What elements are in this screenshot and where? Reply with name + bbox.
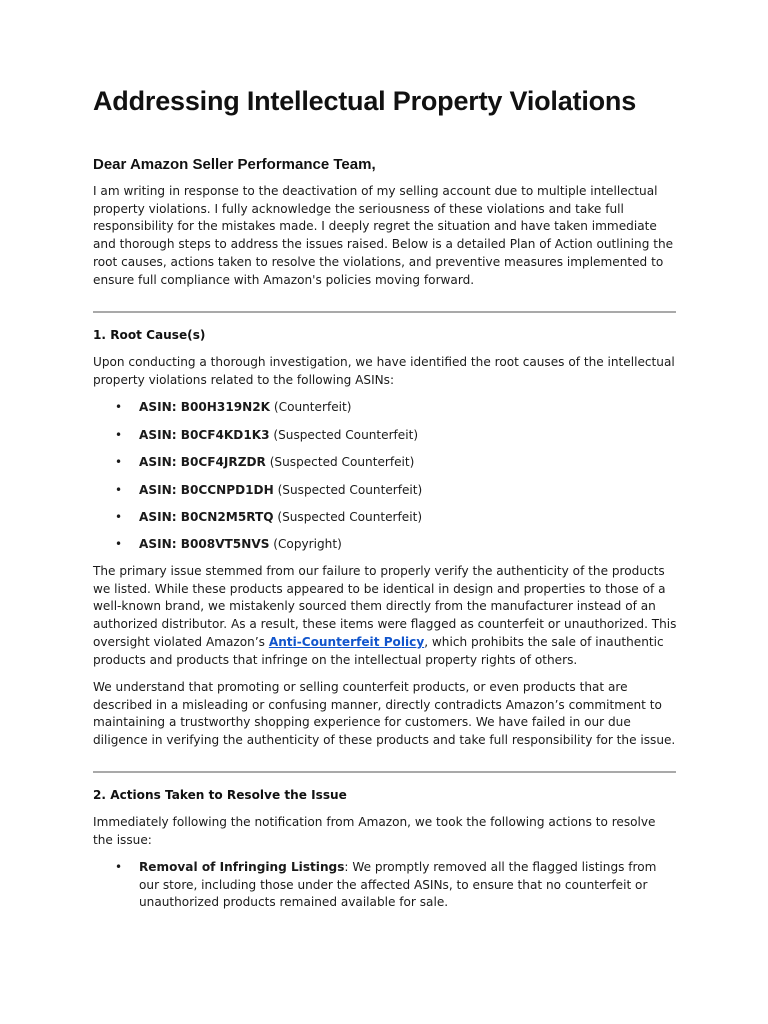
bullet-icon: • [115, 537, 123, 551]
bullet-icon: • [115, 860, 123, 874]
document-title: Addressing Intellectual Property Violations [93, 86, 637, 116]
bullet-icon: • [115, 428, 123, 442]
paragraph-text: , which prohibits the sale of inauthentic products and products that infringe on the intellectual property rights of others. [93, 634, 664, 667]
asin-note: (Suspected Counterfeit) [269, 428, 419, 442]
section-heading-actions: 2. Actions Taken to Resolve the Issue [93, 788, 347, 802]
root-cause-lead: Upon conducting a thorough investigation, we have identified the root causes of the intellectual property violations related to the following ASINs: [93, 355, 675, 387]
intro-paragraph: I am writing in response to the deactivation of my selling account due to multiple intellectual property violations. I fully acknowledge the seriousness of these violations and take full responsibility for the mistakes made. I deeply regret the situation and have taken immediate and thorough steps to address the issues raised. Below is a detailed Plan of Action outlining the root causes, actions taken to resolve the violations, and preventive measures implemented to ensure full compliance with Amazon's policies moving forward. [93, 184, 674, 287]
asin-label: ASIN: B008VT5NVS [139, 537, 270, 551]
section-divider [93, 771, 676, 773]
responsibility-paragraph: We understand that promoting or selling counterfeit products, or even products that are described in a misleading or confusing manner, directly contradicts Amazon’s commitment to maintaining a trustworthy shopping experience for customers. We have failed in our due diligence in verifying the authenticity of these products and take full responsibility for the issue. [93, 680, 676, 748]
asin-note: (Suspected Counterfeit) [273, 510, 423, 524]
asin-label: ASIN: B00H319N2K [139, 400, 271, 414]
section-divider [93, 311, 676, 313]
asin-label: ASIN: B0CCNPD1DH [139, 483, 274, 497]
salutation: Dear Amazon Seller Performance Team, [93, 156, 376, 173]
asin-note: (Counterfeit) [270, 400, 352, 414]
asin-note: (Suspected Counterfeit) [273, 483, 423, 497]
section-heading-root-cause: 1. Root Cause(s) [93, 328, 206, 342]
root-cause-paragraph [93, 563, 678, 669]
asin-note: (Suspected Counterfeit) [265, 455, 415, 469]
asin-note: (Copyright) [269, 537, 342, 551]
anti-counterfeit-policy-link[interactable]: Anti-Counterfeit Policy [268, 634, 425, 649]
actions-lead: Immediately following the notification from Amazon, we took the following actions to resolve the issue: [93, 815, 656, 847]
bullet-icon: • [115, 483, 123, 497]
action-label: Removal of Infringing Listings [139, 860, 345, 874]
asin-label: ASIN: B0CF4JRZDR [139, 455, 266, 469]
bullet-icon: • [115, 510, 123, 524]
bullet-icon: • [115, 455, 123, 469]
asin-label: ASIN: B0CN2M5RTQ [139, 510, 274, 524]
bullet-icon: • [115, 400, 123, 414]
paragraph-text: The primary issue stemmed from our failure to properly verify the authenticity of the products we listed. While these products appeared to be identical in design and properties to those of a well-known brand, we mistakenly sourced them directly from the manufacturer instead of an authorized distributor. As a result, these items were flagged as counterfeit or unauthorized. This oversight violated Amazon’s [93, 564, 677, 649]
asin-label: ASIN: B0CF4KD1K3 [139, 428, 270, 442]
action-text: : We promptly removed all the flagged listings from our store, including those under the affected ASINs, to ensure that no counterfeit or unauthorized products remained available for sale. [139, 860, 657, 910]
